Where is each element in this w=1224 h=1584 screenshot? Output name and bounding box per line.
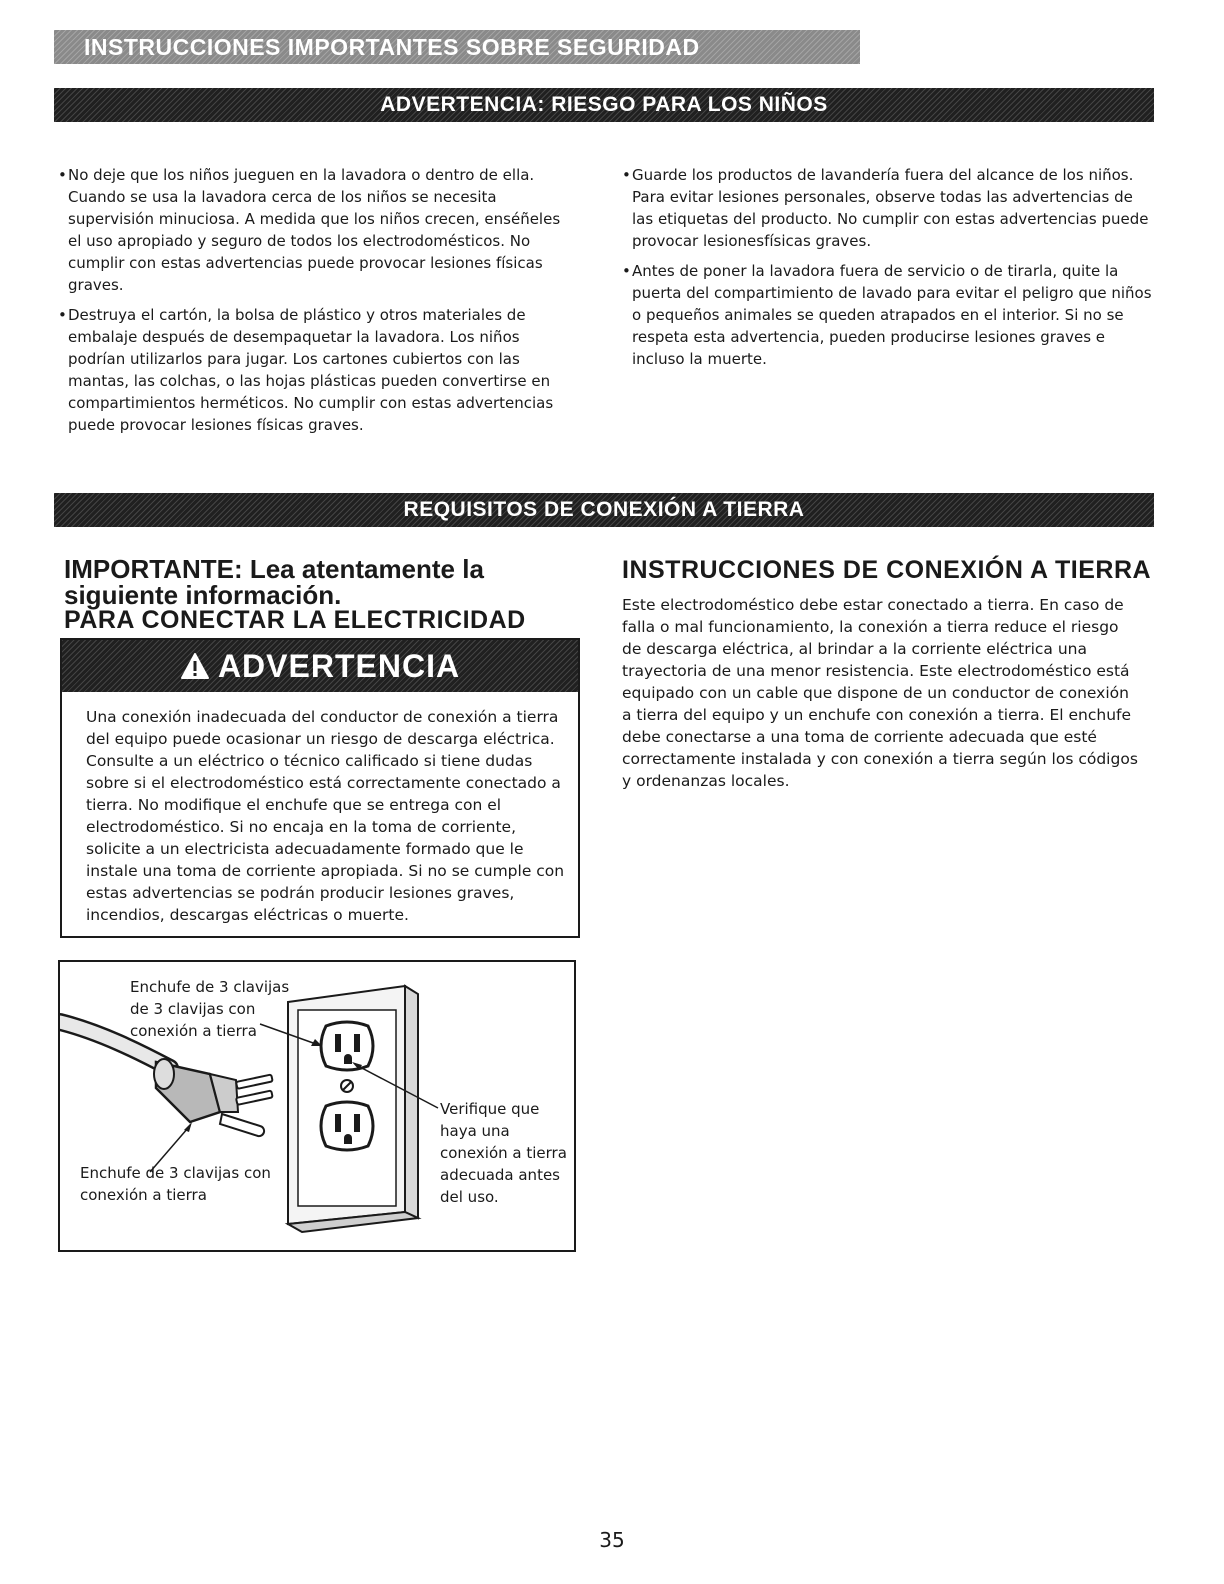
important-heading: IMPORTANTE: Lea atentamente la siguiente información. <box>64 554 484 610</box>
children-warning-banner <box>54 88 1154 122</box>
connect-electricity-heading: PARA CONECTAR LA ELECTRICIDAD <box>64 606 526 634</box>
outlet-figure <box>58 960 576 1252</box>
warning-text: Una conexión inadecuada del conductor de conexión a tierra del equipo puede ocasionar un riesgo de descarga eléctrica. Consulte a un eléctrico o técnico calificado si tiene dudas sobre si el electrodoméstico está correctamente conectado a tierra. No modifique el enchufe que se entrega con el electrodoméstico. Si no encaja en la toma de corriente, solicite a un electricista adecuadamente formado que le instale una toma de corriente apropiada. Si no se cumple con estas advertencias se podrán producir lesiones graves, incendios, descargas eléctricas o muerte. <box>86 708 565 924</box>
grounding-instructions-text: Este electrodoméstico debe estar conectado a tierra. En caso de falla o mal funcionamiento, la conexión a tierra reduce el riesgo de descarga eléctrica, al brindar a la corriente eléctrica una trayectoria de una menor resistencia. Este electrodoméstico está equipado con un cable que dispone de un conductor de conexión a tierra del equipo y un enchufe con conexión a tierra. El enchufe debe conectarse a una toma de corriente adecuada que esté correctamente instalada y con conexión a tierra según los códigos y ordenanzas locales. <box>622 596 1138 790</box>
top-banner <box>54 30 860 64</box>
warning-title: ADVERTENCIA <box>217 647 461 684</box>
warning-box <box>60 638 580 938</box>
list-item: • Antes de poner la lavadora fuera de servicio o de tirarla, quite la puerta del compartimiento de lavado para evitar el peligro que niños o pequeños animales se queden atrapados en el interior. Si no se respeta esta advertencia, pueden producirse lesiones graves e incluso la muerte. <box>618 260 1158 370</box>
grounding-requirements-title: REQUISITOS DE CONEXIÓN A TIERRA <box>403 498 805 521</box>
warning-triangle-icon <box>180 652 210 680</box>
plug-top-label: Enchufe de 3 clavijas de 3 clavijas con conexión a tierra <box>130 978 290 1040</box>
verify-ground-label: Verifique que haya una conexión a tierra adecuada antes del uso. <box>440 1100 567 1206</box>
children-warning-title: ADVERTENCIA: RIESGO PARA LOS NIÑOS <box>380 93 828 116</box>
top-banner-title: INSTRUCCIONES IMPORTANTES SOBRE SEGURIDAD <box>84 33 700 60</box>
list-item: • No deje que los niños jueguen en la lavadora o dentro de ella. Cuando se usa la lavadora cerca de los niños se necesita supervisión minuciosa. A medida que los niños crecen, enséñeles el uso apropiado y seguro de todos los electrodomésticos. No cumplir con estas advertencias puede provocar lesiones físicas graves. <box>54 164 574 296</box>
plug-bottom-label: Enchufe de 3 clavijas con conexión a tierra <box>80 1164 271 1204</box>
wall-outlet-icon <box>288 986 418 1232</box>
grounding-instructions-title: INSTRUCCIONES DE CONEXIÓN A TIERRA <box>622 556 1152 584</box>
page-number: 35 <box>599 1528 625 1552</box>
children-right-column <box>618 164 1158 378</box>
warning-header <box>62 640 578 692</box>
grounding-requirements-banner <box>54 493 1154 527</box>
children-left-column <box>54 164 574 444</box>
list-item: • Destruya el cartón, la bolsa de plástico y otros materiales de embalaje después de desempaquetar la lavadora. Los niños podrían utilizarlos para jugar. Los cartones cubiertos con las mantas, las colchas, o las hojas plásticas pueden convertirse en compartimientos herméticos. No cumplir con estas advertencias puede provocar lesiones físicas graves. <box>54 304 574 436</box>
list-item: • Guarde los productos de lavandería fuera del alcance de los niños. Para evitar lesiones personales, observe todas las advertencias de las etiquetas del producto. No cumplir con estas advertencias puede provocar lesionesfísicas graves. <box>618 164 1158 252</box>
